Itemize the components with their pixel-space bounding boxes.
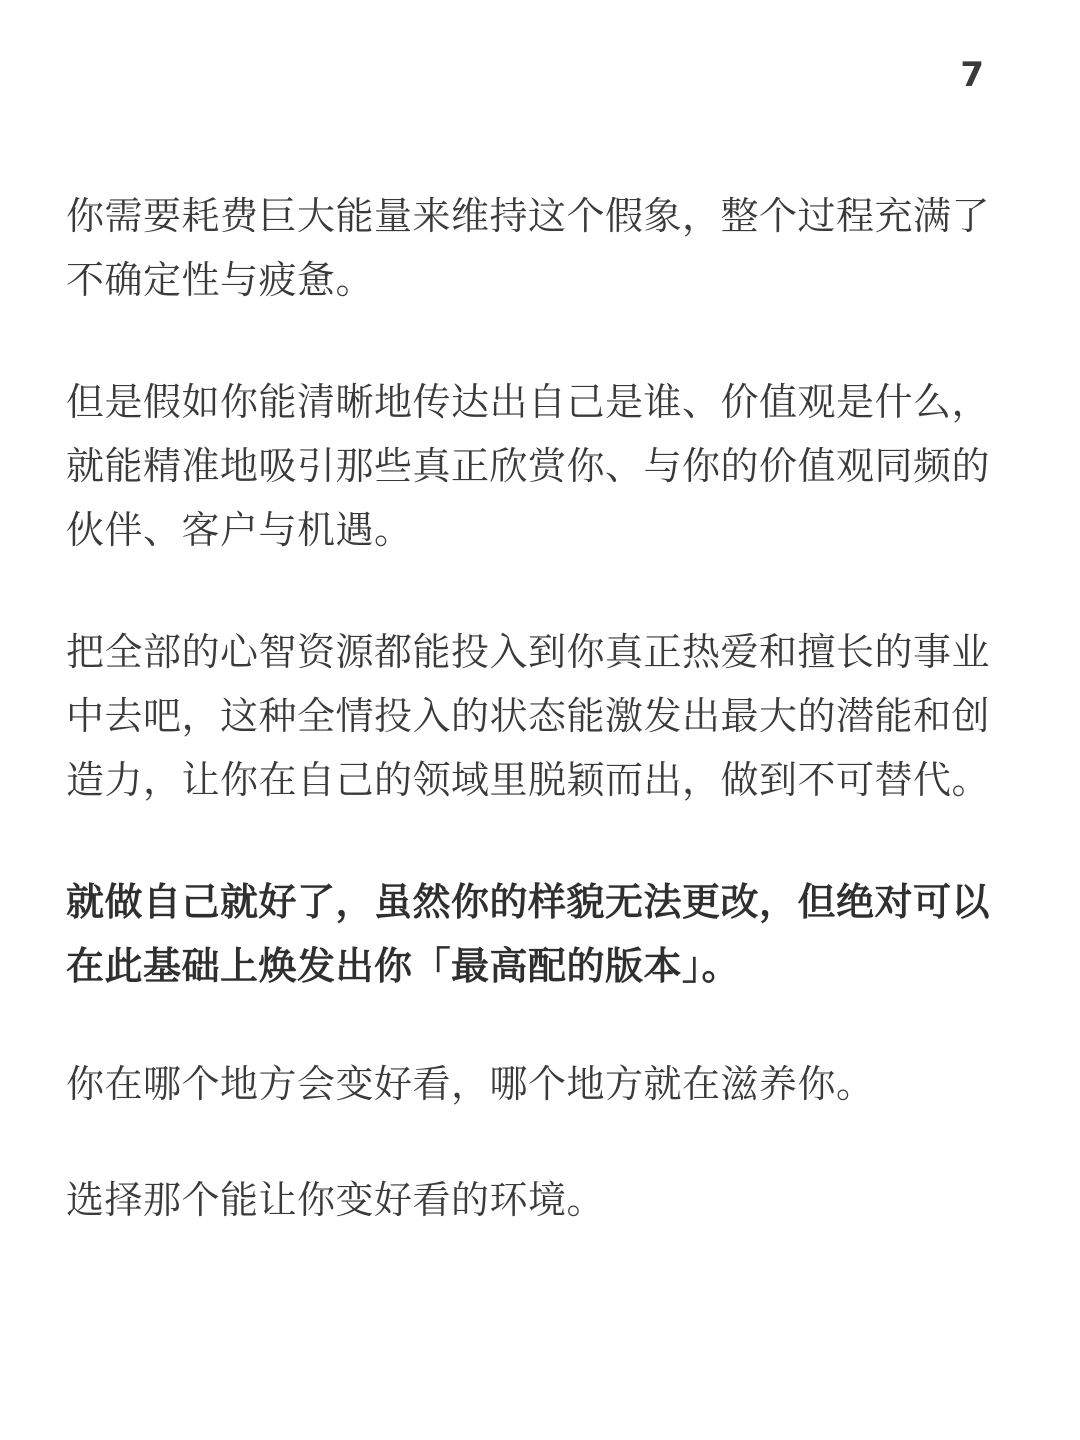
paragraph-nourishing-place: 你在哪个地方会变好看，哪个地方就在滋养你。	[66, 1062, 875, 1106]
page-number: 7	[960, 55, 984, 95]
paragraph-invest-resources: 把全部的心智资源都能投入到你真正热爱和擅长的事业中去吧，这种全情投入的状态能激发出最大的潜能和创造力，让你在自己的领域里脱颖而出，做到不可替代。	[66, 630, 991, 802]
article-body	[66, 184, 1018, 1232]
paragraph-be-yourself: 就做自己就好了，虽然你的样貌无法更改，但绝对可以在此基础上焕发出你「最高配的版本」。	[66, 880, 991, 988]
paragraph-choose-environment: 选择那个能让你变好看的环境。	[66, 1178, 606, 1222]
paragraph-express-values: 但是假如你能清晰地传达出自己是谁、价值观是什么，就能精准地吸引那些真正欣赏你、与你的价值观同频的伙伴、客户与机遇。	[66, 380, 991, 552]
paragraph-energy-cost: 你需要耗费巨大能量来维持这个假象，整个过程充满了不确定性与疲惫。	[66, 194, 991, 302]
